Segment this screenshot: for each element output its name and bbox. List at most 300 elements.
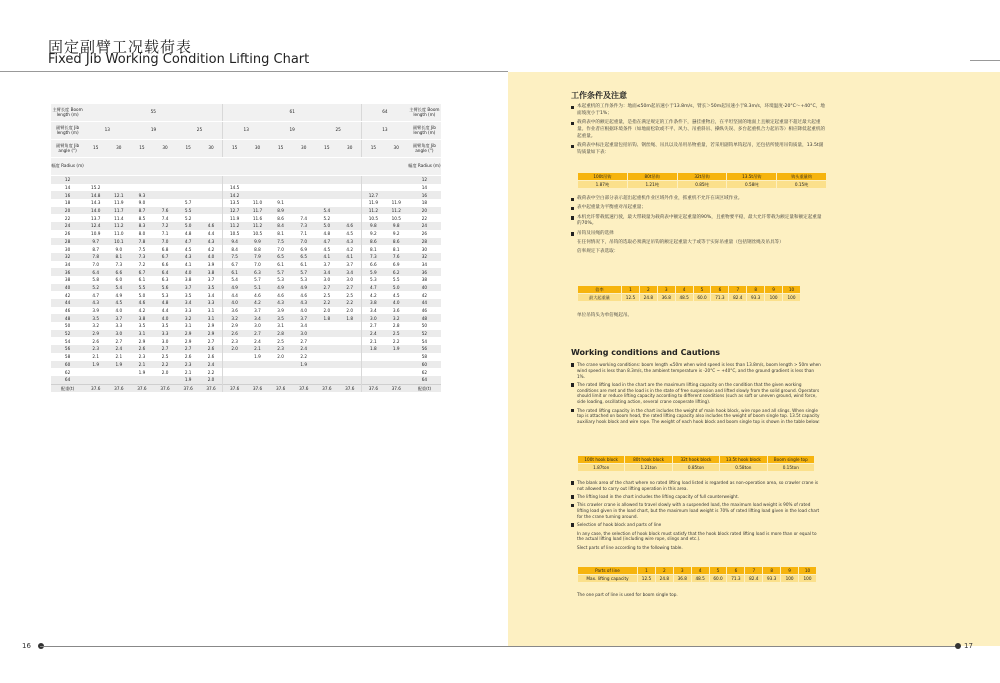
- radius-cell: 24: [51, 222, 84, 230]
- load-cell: [246, 184, 269, 192]
- chart-row: [51, 176, 441, 184]
- load-cell: 3.3: [177, 307, 200, 315]
- load-cell: 4.9: [223, 284, 246, 292]
- load-cell: [385, 376, 408, 384]
- load-cell: [269, 176, 292, 184]
- condition-en-1: The crane working conditions: boom length ≤50m when wind speed is less than 13.8m/s, boom length > 50m when wind speed is less than 8.3m/s, the ambient temperature is -20°C ~ +40°C, and the ground gradient is less than 1%.: [571, 362, 821, 379]
- load-cell: [338, 199, 361, 207]
- jib-angle-cell: 30: [200, 140, 223, 158]
- capacity-cell: 60.0: [709, 575, 727, 583]
- condition-cn-3: 载荷表中标注起重量包括吊钩、钢丝绳、吊具以及吊用吊物重量，若采用副钩单钩起吊，还包括所使用吊钩质量，13.5t副钩质量如下表：: [571, 143, 826, 157]
- load-cell: 2.6: [84, 337, 107, 345]
- load-cell: 11.9: [362, 199, 385, 207]
- load-cell: 11.9: [385, 199, 408, 207]
- load-cell: 8.6: [362, 238, 385, 246]
- load-cell: 7.8: [130, 238, 153, 246]
- load-cell: 5.3: [153, 291, 176, 299]
- load-cell: 5.9: [362, 268, 385, 276]
- load-cell: [315, 376, 338, 384]
- load-cell: 6.7: [223, 261, 246, 269]
- load-cell: 2.5: [153, 353, 176, 361]
- condition-cn-7b: 在任何情况下，吊钩的选取必须满足吊钩的额定起重量大于或等于实际吊重量（包括钢丝绳及吊具等）: [577, 239, 784, 245]
- load-cell: [107, 176, 130, 184]
- load-cell: [269, 361, 292, 369]
- hook-value-cell: 1.87吨: [578, 181, 628, 189]
- load-cell: 8.9: [269, 207, 292, 215]
- load-cell: 2.2: [200, 368, 223, 376]
- load-cell: 1.8: [338, 314, 361, 322]
- load-cell: [315, 199, 338, 207]
- chart-row: [51, 314, 441, 322]
- boom-group: 55: [84, 104, 223, 122]
- load-cell: 3.3: [200, 299, 223, 307]
- load-cell: 3.8: [200, 268, 223, 276]
- title-divider: [0, 71, 508, 72]
- parts-cell: 5: [693, 286, 711, 294]
- load-cell: 5.7: [246, 276, 269, 284]
- load-cell: 4.6: [292, 291, 315, 299]
- capacity-cell: 36.8: [673, 575, 691, 583]
- load-cell: 8.8: [246, 245, 269, 253]
- capacity-cell: 48.5: [675, 294, 693, 302]
- parts-cell: 8: [747, 286, 765, 294]
- counterweight-cell: 37.6: [292, 384, 315, 392]
- load-cell: 3.2: [385, 314, 408, 322]
- load-cell: 11.2: [362, 207, 385, 215]
- load-cell: 2.7: [292, 337, 315, 345]
- radius-cell: 54: [408, 337, 441, 345]
- load-cell: 2.7: [362, 322, 385, 330]
- hook-value-cell: 0.85吨: [677, 181, 727, 189]
- load-cell: 3.4: [177, 299, 200, 307]
- load-cell: 7.3: [362, 253, 385, 261]
- capacity-cell: 60.0: [693, 294, 711, 302]
- load-cell: 11.2: [223, 222, 246, 230]
- load-cell: 4.8: [177, 230, 200, 238]
- hook-header-cell: Boom single top: [767, 456, 814, 464]
- load-cell: 8.7: [130, 207, 153, 215]
- radius-cell: 64: [51, 376, 84, 384]
- load-cell: [315, 337, 338, 345]
- radius-cell: 34: [408, 261, 441, 269]
- load-cell: 2.6: [200, 353, 223, 361]
- hook-header-cell: 80t hook block: [625, 456, 672, 464]
- load-cell: 2.6: [200, 345, 223, 353]
- load-cell: 2.1: [130, 361, 153, 369]
- load-cell: 5.2: [177, 214, 200, 222]
- load-cell: 2.1: [362, 337, 385, 345]
- chart-row: [51, 337, 441, 345]
- load-cell: [292, 199, 315, 207]
- load-cell: 10.5: [385, 214, 408, 222]
- hook-value-cell: 1.21吨: [627, 181, 677, 189]
- load-cell: 14.2: [223, 191, 246, 199]
- condition-en-6: This crawler crane is allowed to travel slowly with a suspended load, the maximum load weight is 90% of rated lifting load given in the load chart, but the maximum load weight is 70% of rated lifting load given in the load chart for the crane turning around.: [571, 502, 821, 519]
- load-cell: 8.5: [130, 214, 153, 222]
- jib-angle-cell: 30: [246, 140, 269, 158]
- load-cell: 3.4: [362, 307, 385, 315]
- radius-cell: 42: [408, 291, 441, 299]
- load-cell: 8.1: [269, 230, 292, 238]
- load-cell: 4.1: [177, 261, 200, 269]
- condition-en-7: Selection of hook block and parts of line: [571, 522, 821, 528]
- load-cell: [315, 176, 338, 184]
- parts-cell: 9: [765, 286, 783, 294]
- load-cell: 2.9: [223, 322, 246, 330]
- load-cell: 6.1: [130, 276, 153, 284]
- load-cell: 2.0: [315, 307, 338, 315]
- chart-row: [51, 245, 441, 253]
- radius-header-spacer: [84, 158, 408, 176]
- load-cell: 2.6: [223, 330, 246, 338]
- page-number-right: 17: [964, 642, 973, 650]
- load-cell: 6.1: [223, 268, 246, 276]
- load-cell: 2.9: [177, 337, 200, 345]
- load-cell: 1.9: [385, 345, 408, 353]
- load-cell: 3.3: [153, 330, 176, 338]
- load-cell: 3.3: [107, 322, 130, 330]
- chart-row: [51, 291, 441, 299]
- condition-en-3: The rated lifting capacity in the chart includes the weight of main hook block, wire rope and all slings. When single top is attached on boom head, the rated lifting capacity also includes the weight of boom single top. 13.5t capacity auxiliary hook block and wire rope. The weight of each hook block and boom single top is shown in the table below:: [571, 408, 821, 425]
- chart-row: [51, 261, 441, 269]
- load-cell: 5.2: [84, 284, 107, 292]
- conditions-cn-block-1: [571, 104, 826, 159]
- load-cell: 4.8: [153, 299, 176, 307]
- hook-header-cell: 钩头重量钩: [777, 173, 827, 181]
- capacity-cell: 82.4: [745, 575, 763, 583]
- jib-angle-cell: 30: [292, 140, 315, 158]
- condition-en-2: The rated lifting load in the chart are the maximum lifting capacity on the condition that the given working conditions are met and the load is in the state of free suspension and lifted slowly from the solid ground. Operators should limit or reduce lifting capacity according to different conditions (such as soft or uneven ground, wind force, side loading, oscillating action, several crane cooperate lifting).: [571, 382, 821, 405]
- hook-value-cell: 1.87ton: [578, 464, 625, 472]
- load-cell: 9.1: [269, 199, 292, 207]
- load-cell: 2.4: [292, 345, 315, 353]
- load-cell: 4.7: [84, 291, 107, 299]
- radius-cell: 14: [51, 184, 84, 192]
- load-cell: 6.3: [153, 276, 176, 284]
- counterweight-cell: 37.6: [200, 384, 223, 392]
- load-cell: 1.9: [177, 376, 200, 384]
- load-cell: 4.8: [315, 230, 338, 238]
- capacity-cell: 36.8: [657, 294, 675, 302]
- load-cell: 3.8: [362, 299, 385, 307]
- load-cell: 5.5: [130, 284, 153, 292]
- jib-angle-cell: 30: [153, 140, 176, 158]
- load-cell: [200, 214, 223, 222]
- jib-angle-cell: 15: [223, 140, 246, 158]
- load-cell: 4.0: [200, 253, 223, 261]
- load-cell: [177, 184, 200, 192]
- load-cell: 4.6: [246, 291, 269, 299]
- lifting-chart-table: [51, 104, 441, 392]
- load-cell: [107, 368, 130, 376]
- load-cell: 7.6: [153, 207, 176, 215]
- load-cell: 5.6: [153, 284, 176, 292]
- load-cell: 2.7: [107, 337, 130, 345]
- conditions-en-block-1: [571, 362, 821, 427]
- load-cell: [246, 191, 269, 199]
- load-cell: 3.5: [84, 314, 107, 322]
- hook-header-cell: 100t hook block: [578, 456, 625, 464]
- load-cell: 2.5: [385, 330, 408, 338]
- load-cell: [315, 330, 338, 338]
- load-cell: [223, 376, 246, 384]
- load-cell: 3.1: [200, 307, 223, 315]
- load-cell: 5.0: [315, 222, 338, 230]
- load-cell: [292, 368, 315, 376]
- condition-cn-7: 吊钩及吊绳的选择: [571, 231, 826, 238]
- load-cell: 1.9: [84, 361, 107, 369]
- load-cell: 1.9: [246, 353, 269, 361]
- load-cell: 12.1: [107, 191, 130, 199]
- load-cell: 3.4: [315, 268, 338, 276]
- parts-cell: 6: [727, 567, 745, 575]
- load-cell: 5.7: [269, 268, 292, 276]
- jib-group: 19: [130, 122, 176, 140]
- load-cell: [362, 184, 385, 192]
- jib-angle-cell: 15: [177, 140, 200, 158]
- load-cell: 11.7: [246, 207, 269, 215]
- load-cell: 4.4: [200, 230, 223, 238]
- parts-cell: 8: [763, 567, 781, 575]
- load-cell: 14.3: [84, 199, 107, 207]
- radius-cell: 14: [408, 184, 441, 192]
- load-cell: 6.5: [269, 253, 292, 261]
- load-cell: 4.2: [338, 245, 361, 253]
- load-cell: 4.0: [153, 314, 176, 322]
- load-cell: 5.3: [269, 276, 292, 284]
- parts-of-line-table-en: [577, 566, 817, 583]
- load-cell: 11.9: [107, 199, 130, 207]
- radius-cell: 38: [408, 276, 441, 284]
- load-cell: [338, 214, 361, 222]
- jib-length-label-right: 副臂长度 Jib length (m): [408, 122, 441, 140]
- load-cell: 6.6: [153, 261, 176, 269]
- load-cell: 2.1: [84, 353, 107, 361]
- load-cell: [269, 191, 292, 199]
- load-cell: 11.0: [246, 199, 269, 207]
- load-cell: 2.8: [385, 322, 408, 330]
- load-cell: [292, 176, 315, 184]
- load-cell: [153, 184, 176, 192]
- load-cell: 2.9: [130, 337, 153, 345]
- capacity-cell: 71.3: [711, 294, 729, 302]
- counterweight-cell: 37.6: [84, 384, 107, 392]
- page-title-en: Fixed Jib Working Condition Lifting Chart: [48, 52, 310, 67]
- load-cell: 7.0: [246, 261, 269, 269]
- parts-cell: 1: [622, 286, 640, 294]
- load-cell: 6.1: [292, 261, 315, 269]
- load-cell: 5.2: [315, 214, 338, 222]
- load-cell: 11.2: [246, 222, 269, 230]
- load-cell: 2.0: [223, 345, 246, 353]
- load-cell: [362, 361, 385, 369]
- load-cell: 4.6: [269, 291, 292, 299]
- load-cell: 14.0: [84, 207, 107, 215]
- radius-cell: 28: [51, 238, 84, 246]
- radius-cell: 22: [51, 214, 84, 222]
- load-cell: 4.3: [338, 238, 361, 246]
- load-cell: 3.4: [338, 268, 361, 276]
- radius-cell: 36: [408, 268, 441, 276]
- load-cell: 7.2: [130, 261, 153, 269]
- parts-cell: 2: [639, 286, 657, 294]
- page-number-left: 16: [22, 642, 31, 650]
- load-cell: 2.9: [177, 330, 200, 338]
- load-cell: 2.9: [84, 330, 107, 338]
- conditions-cn-block-3: [571, 313, 826, 322]
- load-cell: [130, 376, 153, 384]
- load-cell: 13.5: [223, 199, 246, 207]
- load-cell: 4.7: [315, 238, 338, 246]
- conditions-title-en: Working conditions and Cautions: [571, 348, 721, 357]
- load-cell: [362, 376, 385, 384]
- load-cell: [84, 376, 107, 384]
- parts-label-cell: 倍率: [578, 286, 622, 294]
- radius-cell: 22: [408, 214, 441, 222]
- parts-cell: 5: [709, 567, 727, 575]
- load-cell: 3.1: [200, 314, 223, 322]
- load-cell: 9.2: [385, 230, 408, 238]
- load-cell: 5.0: [385, 284, 408, 292]
- radius-cell: 26: [51, 230, 84, 238]
- load-cell: 3.8: [177, 276, 200, 284]
- load-cell: [84, 176, 107, 184]
- load-cell: 3.9: [269, 307, 292, 315]
- load-cell: 7.5: [269, 238, 292, 246]
- load-cell: 4.2: [200, 245, 223, 253]
- chart-row: [51, 276, 441, 284]
- radius-cell: 62: [408, 368, 441, 376]
- capacity-cell: 48.5: [691, 575, 709, 583]
- load-cell: 8.0: [130, 230, 153, 238]
- load-cell: 3.0: [246, 322, 269, 330]
- load-cell: [130, 176, 153, 184]
- load-cell: 4.5: [107, 299, 130, 307]
- load-cell: 9.4: [223, 238, 246, 246]
- load-cell: 8.3: [130, 222, 153, 230]
- capacity-cell: 82.4: [729, 294, 747, 302]
- load-cell: 9.9: [246, 238, 269, 246]
- parts-cell: 2: [655, 567, 673, 575]
- load-cell: 2.1: [246, 345, 269, 353]
- load-cell: [292, 184, 315, 192]
- load-cell: 2.7: [246, 330, 269, 338]
- jib-angle-label-right: 副臂角度 Jib angle (°): [408, 140, 441, 158]
- load-cell: [223, 361, 246, 369]
- capacity-cell: 100: [799, 575, 817, 583]
- load-cell: 3.4: [292, 322, 315, 330]
- load-cell: 3.7: [107, 314, 130, 322]
- load-cell: 4.0: [292, 307, 315, 315]
- load-cell: 12.4: [84, 222, 107, 230]
- radius-cell: 18: [51, 199, 84, 207]
- load-cell: 2.4: [362, 330, 385, 338]
- load-cell: 5.3: [362, 276, 385, 284]
- load-cell: [292, 191, 315, 199]
- load-cell: 5.3: [292, 276, 315, 284]
- load-cell: 11.9: [223, 214, 246, 222]
- radius-cell: 54: [51, 337, 84, 345]
- load-cell: 7.3: [292, 222, 315, 230]
- load-cell: 4.3: [200, 238, 223, 246]
- load-cell: 2.6: [177, 353, 200, 361]
- load-cell: [130, 184, 153, 192]
- condition-en-9: The one part of line is used for boom single top.: [577, 592, 678, 597]
- load-cell: [223, 353, 246, 361]
- radius-cell: 62: [51, 368, 84, 376]
- parts-cell: 7: [745, 567, 763, 575]
- radius-cell: 44: [51, 299, 84, 307]
- load-cell: 1.8: [315, 314, 338, 322]
- load-cell: 7.3: [107, 261, 130, 269]
- load-cell: 3.7: [177, 284, 200, 292]
- jib-angle-cell: 15: [130, 140, 153, 158]
- load-cell: 7.3: [130, 253, 153, 261]
- load-cell: 6.9: [292, 245, 315, 253]
- load-cell: [338, 176, 361, 184]
- load-cell: [315, 361, 338, 369]
- load-cell: 6.9: [385, 261, 408, 269]
- boom-group: 61: [223, 104, 362, 122]
- chart-row: [51, 199, 441, 207]
- load-cell: 8.6: [385, 238, 408, 246]
- load-cell: 4.7: [362, 284, 385, 292]
- parts-cell: 1: [638, 567, 656, 575]
- load-cell: 7.9: [246, 253, 269, 261]
- load-cell: 5.7: [177, 199, 200, 207]
- load-cell: 7.6: [385, 253, 408, 261]
- load-cell: [177, 191, 200, 199]
- load-cell: [338, 322, 361, 330]
- chart-row: [51, 230, 441, 238]
- radius-cell: 26: [408, 230, 441, 238]
- load-cell: 7.4: [153, 214, 176, 222]
- load-cell: 4.1: [315, 253, 338, 261]
- load-cell: 3.2: [84, 322, 107, 330]
- load-cell: [200, 207, 223, 215]
- radius-label-right: 幅度 Radius (m): [408, 158, 441, 176]
- hook-header-cell: 32t hook block: [672, 456, 719, 464]
- load-cell: 4.1: [338, 253, 361, 261]
- boom-group: 64: [362, 104, 408, 122]
- load-cell: [223, 176, 246, 184]
- load-cell: 2.0: [269, 353, 292, 361]
- load-cell: 7.0: [292, 238, 315, 246]
- load-cell: [292, 376, 315, 384]
- condition-cn-2: 载荷表中的额定起重量，是指在满足规定的工作条件下，悬挂重物后，在平坦坚固的地面上且额定起重量不超过最大起重量。作业者应根据环境条件（如地面松软或不平、风力、吊重斜吊、操纵失误、多台起重机合力起吊等）相应降低起重机的起重量。: [571, 120, 826, 140]
- hook-value-cell: 1.21ton: [625, 464, 672, 472]
- condition-cn-6: 本机允许带载低速行驶，最大带载量为载荷表中额定起重量的90%，且重物要平稳，最大允许带载为额定量和额定起重量的70%。: [571, 215, 826, 229]
- parts-of-line-table-cn: [577, 285, 801, 302]
- right-divider: [970, 60, 1000, 61]
- load-cell: [338, 353, 361, 361]
- radius-cell: 34: [51, 261, 84, 269]
- load-cell: [362, 353, 385, 361]
- load-cell: 2.3: [177, 361, 200, 369]
- load-cell: 3.2: [177, 314, 200, 322]
- load-cell: 4.2: [246, 299, 269, 307]
- conditions-cn-block-2: [571, 196, 826, 259]
- jib-group: 25: [315, 122, 361, 140]
- counterweight-cell: 37.6: [223, 384, 246, 392]
- radius-cell: 16: [408, 191, 441, 199]
- load-cell: 12.7: [223, 207, 246, 215]
- load-cell: 1.9: [107, 361, 130, 369]
- load-cell: 3.1: [130, 330, 153, 338]
- load-cell: 2.3: [84, 345, 107, 353]
- load-cell: 6.0: [107, 276, 130, 284]
- condition-en-5: The lifting load in the chart includes the lifting capacity of full counterweight.: [571, 494, 821, 500]
